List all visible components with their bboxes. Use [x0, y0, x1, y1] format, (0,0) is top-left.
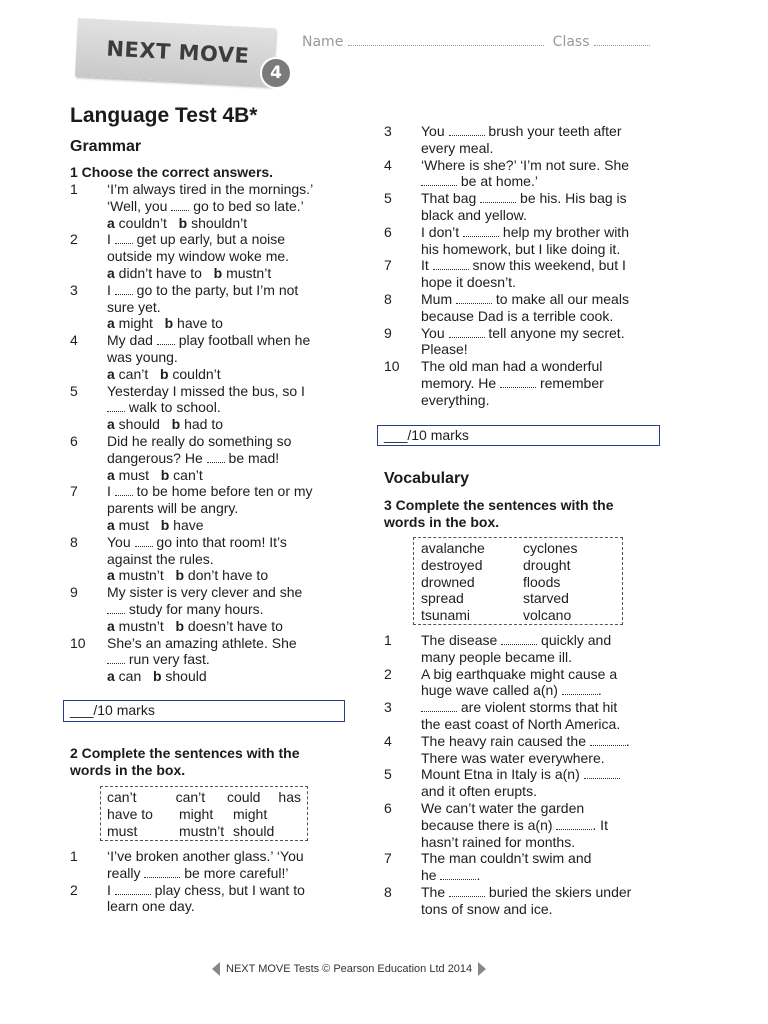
option-a[interactable]: mustn’t: [114, 567, 176, 584]
item-line: My sister is very clever and she: [107, 584, 303, 601]
option-a[interactable]: can: [114, 668, 153, 685]
item-number: 5: [384, 766, 392, 783]
list-item: [384, 123, 674, 157]
page-title: Language Test 4B*: [70, 104, 258, 127]
item-line: walk to school.: [107, 399, 350, 416]
item-line: study for many hours.: [107, 601, 350, 618]
answer-gap[interactable]: [421, 701, 457, 712]
item-line: really be more careful!’: [107, 864, 289, 881]
unit-number-badge: 4: [260, 57, 292, 89]
option-a-letter: a: [107, 567, 115, 584]
item-line: We can’t water the garden: [421, 799, 585, 816]
exercise-3-list: [384, 632, 674, 918]
answer-gap[interactable]: [556, 819, 592, 830]
list-item: [70, 433, 350, 483]
list-item: [384, 257, 674, 291]
item-line: black and yellow.: [421, 206, 527, 223]
option-b-letter: b: [175, 617, 185, 634]
item-line: ‘Where is she?’ ‘I’m not sure. She: [421, 156, 630, 173]
answer-options: [107, 618, 350, 635]
previous-arrow-icon: [212, 962, 220, 976]
list-item: [70, 534, 350, 584]
option-a-letter: a: [107, 416, 115, 433]
word-box-word: drowned: [421, 573, 475, 590]
item-line: The disease quickly and: [421, 632, 612, 648]
item-line: The buried the skiers under: [421, 883, 632, 900]
option-b[interactable]: shouldn’t: [187, 214, 248, 231]
item-number: 7: [384, 850, 392, 867]
item-line: hasn’t rained for months.: [421, 833, 576, 850]
item-line: everything.: [421, 391, 490, 408]
item-number: 9: [384, 324, 392, 341]
item-line: was young.: [107, 348, 178, 365]
item-line: sure yet.: [107, 298, 161, 315]
item-number: 6: [384, 223, 392, 240]
item-line: because Dad is a terrible cook.: [421, 307, 614, 324]
answer-gap[interactable]: [456, 293, 492, 304]
word-box-word: destroyed: [421, 556, 483, 573]
answer-gap[interactable]: [115, 884, 151, 895]
answer-options: [107, 315, 350, 332]
option-a[interactable]: might: [114, 315, 165, 332]
item-number: 2: [384, 665, 392, 682]
item-number: 4: [70, 332, 78, 349]
option-a-letter: a: [107, 365, 115, 382]
answer-gap[interactable]: [584, 768, 620, 779]
list-item: [384, 884, 674, 918]
item-number: 4: [384, 156, 392, 173]
banner-title: NEXT MOVE: [105, 36, 250, 68]
exercise-2-list-right: [384, 123, 674, 409]
word-box-word: mustn’t: [179, 822, 225, 839]
item-number: 1: [70, 181, 78, 197]
answer-gap[interactable]: [449, 327, 485, 338]
option-b[interactable]: couldn’t: [168, 365, 221, 382]
exercise-1-instruction: 1 Choose the correct answers.: [70, 164, 274, 180]
list-item: [384, 666, 674, 700]
item-number: 5: [70, 382, 78, 399]
item-line: every meal.: [421, 139, 494, 156]
item-line: A big earthquake might cause a: [421, 665, 618, 682]
class-field[interactable]: [594, 33, 650, 46]
item-line: he .: [421, 867, 481, 884]
item-line: Did he really do something so: [107, 432, 292, 449]
list-item: [70, 635, 350, 685]
name-class-line: [302, 33, 650, 50]
option-b-letter: b: [213, 264, 223, 281]
item-line: hope it doesn’t.: [421, 274, 516, 291]
answer-gap[interactable]: [115, 485, 133, 496]
answer-gap[interactable]: [562, 684, 598, 695]
item-line: You tell anyone my secret.: [421, 324, 625, 341]
option-b[interactable]: have: [169, 516, 204, 533]
word-box-row: [421, 590, 622, 607]
item-number: 8: [384, 290, 392, 307]
item-number: 7: [70, 483, 78, 500]
word-box-word: have to: [107, 805, 153, 822]
item-line: memory. He remember: [421, 374, 604, 391]
grammar-heading: Grammar: [70, 138, 142, 155]
item-number: 2: [70, 881, 78, 898]
option-b-letter: b: [152, 668, 162, 685]
option-b-letter: b: [160, 466, 170, 483]
item-line: run very fast.: [107, 651, 350, 668]
exercise-2-marks-box[interactable]: [377, 425, 660, 446]
item-number: 8: [70, 533, 78, 550]
item-line: huge wave called a(n) .: [421, 682, 602, 699]
answer-gap[interactable]: [157, 334, 175, 345]
item-line: Mount Etna in Italy is a(n): [421, 766, 674, 783]
word-box-row: [107, 823, 307, 840]
option-b[interactable]: don’t have to: [184, 567, 269, 584]
option-b-letter: b: [171, 416, 181, 433]
item-line: ‘Well, you go to bed so late.’: [107, 197, 304, 214]
option-b-letter: b: [178, 214, 188, 231]
item-number: 10: [384, 358, 400, 375]
vocabulary-heading: Vocabulary: [384, 470, 470, 487]
list-item: [384, 358, 674, 408]
option-a-letter: a: [107, 264, 115, 281]
answer-gap[interactable]: [421, 175, 457, 186]
item-number: 6: [70, 432, 78, 449]
word-box-row: [421, 607, 622, 624]
page-footer: [212, 962, 486, 976]
word-box-word: could: [227, 789, 261, 805]
answer-gap[interactable]: [463, 226, 499, 237]
word-box-word: might: [179, 805, 214, 822]
item-line: against the rules.: [107, 550, 214, 567]
option-a-letter: a: [107, 466, 115, 483]
option-a[interactable]: couldn’t: [114, 214, 179, 231]
instruction-line: 2 Complete the sentences with the: [70, 745, 300, 761]
item-line: The man couldn’t swim and: [421, 850, 592, 867]
option-b[interactable]: mustn’t: [222, 264, 272, 281]
option-a-letter: a: [107, 617, 115, 634]
item-line: outside my window woke me.: [107, 248, 290, 265]
option-a[interactable]: didn’t have to: [114, 264, 214, 281]
item-number: 4: [384, 732, 392, 749]
item-line: many people became ill.: [421, 648, 572, 665]
option-b[interactable]: doesn’t have to: [184, 617, 283, 634]
answer-options: [107, 567, 350, 584]
item-number: 3: [70, 281, 78, 298]
word-box-word: might: [233, 805, 268, 822]
item-line: There was water everywhere.: [421, 749, 605, 766]
next-arrow-icon: [478, 962, 486, 976]
word-box-row: [107, 789, 307, 806]
word-box-word: floods: [523, 573, 561, 590]
item-line: The heavy rain caused the .: [421, 732, 630, 749]
answer-gap[interactable]: [107, 401, 125, 412]
answer-options: [107, 366, 350, 383]
list-item: [384, 733, 674, 767]
item-line: parents will be angry.: [107, 500, 239, 517]
item-number: 6: [384, 799, 392, 816]
item-line: Mum to make all our meals: [421, 290, 629, 307]
item-number: 7: [384, 257, 392, 274]
item-line: I play chess, but I want to: [107, 881, 305, 898]
exercise-3-word-box: [413, 537, 623, 625]
item-line: ‘I’m always tired in the mornings.’: [107, 181, 314, 197]
answer-gap[interactable]: [207, 452, 225, 463]
list-item: [70, 584, 350, 634]
word-box-word: avalanche: [421, 540, 485, 556]
option-b-letter: b: [160, 516, 170, 533]
item-line: I to be home before ten or my: [107, 483, 313, 500]
answer-options: [107, 668, 350, 685]
exercise-1-marks-box[interactable]: [63, 700, 345, 722]
item-line: I get up early, but a noise: [107, 231, 286, 248]
answer-gap[interactable]: [115, 233, 133, 244]
answer-options: [107, 467, 350, 484]
option-b-letter: b: [159, 365, 169, 382]
answer-gap[interactable]: [107, 653, 125, 664]
answer-options: [107, 265, 350, 282]
answer-gap[interactable]: [449, 886, 485, 897]
item-line: She’s an amazing athlete. She: [107, 634, 297, 651]
item-line: be at home.’: [421, 173, 674, 190]
option-a-letter: a: [107, 214, 115, 231]
marks-label: ___/10 marks: [384, 427, 469, 443]
item-number: 1: [384, 632, 392, 648]
item-line: It snow this weekend, but I: [421, 257, 626, 274]
option-b[interactable]: should: [161, 668, 207, 685]
item-number: 3: [384, 699, 392, 716]
word-box-word: volcano: [523, 607, 572, 624]
option-b[interactable]: can’t: [169, 466, 203, 483]
answer-gap[interactable]: [501, 634, 537, 645]
answer-gap[interactable]: [135, 536, 153, 547]
word-box-row: [421, 540, 622, 557]
answer-gap[interactable]: [480, 192, 516, 203]
option-b[interactable]: had to: [180, 416, 224, 433]
item-line: I don’t help my brother with: [421, 223, 629, 240]
option-a-letter: a: [107, 516, 115, 533]
option-a[interactable]: must: [114, 466, 161, 483]
item-number: 3: [384, 123, 392, 139]
item-line: dangerous? He be mad!: [107, 449, 280, 466]
list-item: [70, 231, 350, 281]
item-line: I go to the party, but I’m not: [107, 281, 299, 298]
list-item: [384, 850, 674, 884]
exercise-2-instruction: [70, 745, 300, 779]
list-item: [70, 848, 350, 882]
answer-options: [107, 416, 350, 433]
answer-gap[interactable]: [144, 867, 180, 878]
list-item: [70, 332, 350, 382]
option-a[interactable]: should: [114, 416, 172, 433]
item-line: are violent storms that hit: [421, 699, 674, 716]
list-item: [70, 483, 350, 533]
answer-gap[interactable]: [171, 200, 189, 211]
item-line: That bag be his. His bag is: [421, 190, 627, 207]
item-line: because there is a(n) . It: [421, 816, 608, 833]
exercise-2-list-left: [70, 848, 350, 915]
list-item: [384, 224, 674, 258]
name-label: Name: [302, 34, 344, 50]
option-a[interactable]: must: [114, 516, 161, 533]
exercise-1-list: [70, 181, 350, 685]
answer-gap[interactable]: [433, 259, 469, 270]
footer-text: NEXT MOVE Tests © Pearson Education Ltd 2014: [226, 963, 473, 975]
answer-gap[interactable]: [107, 603, 125, 614]
item-line: You brush your teeth after: [421, 123, 622, 139]
exercise-3-instruction: [384, 497, 614, 531]
item-number: 5: [384, 190, 392, 207]
answer-gap[interactable]: [590, 735, 626, 746]
class-label: Class: [552, 34, 590, 50]
instruction-line: words in the box.: [384, 514, 500, 530]
item-line: My dad play football when he: [107, 332, 311, 349]
word-box-word: can’t: [107, 789, 137, 805]
list-item: [384, 800, 674, 850]
answer-gap[interactable]: [115, 284, 133, 295]
item-line: tons of snow and ice.: [421, 900, 553, 917]
word-box-word: drought: [523, 556, 571, 573]
item-number: 9: [70, 584, 78, 601]
list-item: [384, 157, 674, 191]
list-item: [70, 882, 350, 916]
list-item: [384, 699, 674, 733]
word-box-word: must: [107, 822, 138, 839]
item-line: and it often erupts.: [421, 783, 537, 800]
exercise-2-word-box: [100, 786, 308, 841]
list-item: [384, 325, 674, 359]
item-number: 10: [70, 634, 86, 651]
option-a-letter: a: [107, 315, 115, 332]
word-box-word: starved: [523, 590, 569, 607]
option-a[interactable]: can’t: [114, 365, 160, 382]
option-a-letter: a: [107, 668, 115, 685]
word-box-row: [107, 806, 307, 823]
word-box-word: should: [233, 822, 275, 839]
item-line: You go into that room! It’s: [107, 533, 287, 550]
answer-options: [107, 215, 350, 232]
option-a[interactable]: mustn’t: [114, 617, 176, 634]
word-box-word: spread: [421, 590, 464, 607]
option-b-letter: b: [175, 567, 185, 584]
answer-gap[interactable]: [500, 377, 536, 388]
list-item: [70, 383, 350, 433]
name-field[interactable]: [348, 33, 544, 46]
list-item: [70, 181, 350, 231]
item-line: learn one day.: [107, 898, 195, 915]
list-item: [70, 282, 350, 332]
word-box-word: can’t: [175, 789, 206, 805]
item-line: The old man had a wonderful: [421, 358, 603, 375]
word-box-row: [421, 557, 622, 574]
instruction-line: 3 Complete the sentences with the: [384, 497, 614, 513]
word-box-word: tsunami: [421, 607, 471, 624]
item-number: 1: [70, 848, 78, 864]
next-move-banner: [75, 18, 276, 86]
option-b-letter: b: [164, 315, 174, 332]
answer-options: [107, 517, 350, 534]
word-box-word: cyclones: [523, 540, 578, 556]
item-line: ‘I’ve broken another glass.’ ‘You: [107, 848, 304, 864]
item-line: Please!: [421, 341, 468, 358]
answer-gap[interactable]: [440, 869, 476, 880]
list-item: [384, 632, 674, 666]
item-line: the east coast of North America.: [421, 715, 621, 732]
item-line: Yesterday I missed the bus, so I: [107, 382, 305, 399]
list-item: [384, 190, 674, 224]
item-number: 8: [384, 883, 392, 900]
item-line: his homework, but I like doing it.: [421, 240, 621, 257]
instruction-line: words in the box.: [70, 762, 186, 778]
list-item: [384, 291, 674, 325]
answer-gap[interactable]: [449, 125, 485, 136]
option-b[interactable]: have to: [173, 315, 223, 332]
word-box-word: has: [278, 789, 301, 805]
list-item: [384, 766, 674, 800]
word-box-row: [421, 574, 622, 591]
item-number: 2: [70, 231, 78, 248]
marks-label: ___/10 marks: [70, 702, 155, 718]
